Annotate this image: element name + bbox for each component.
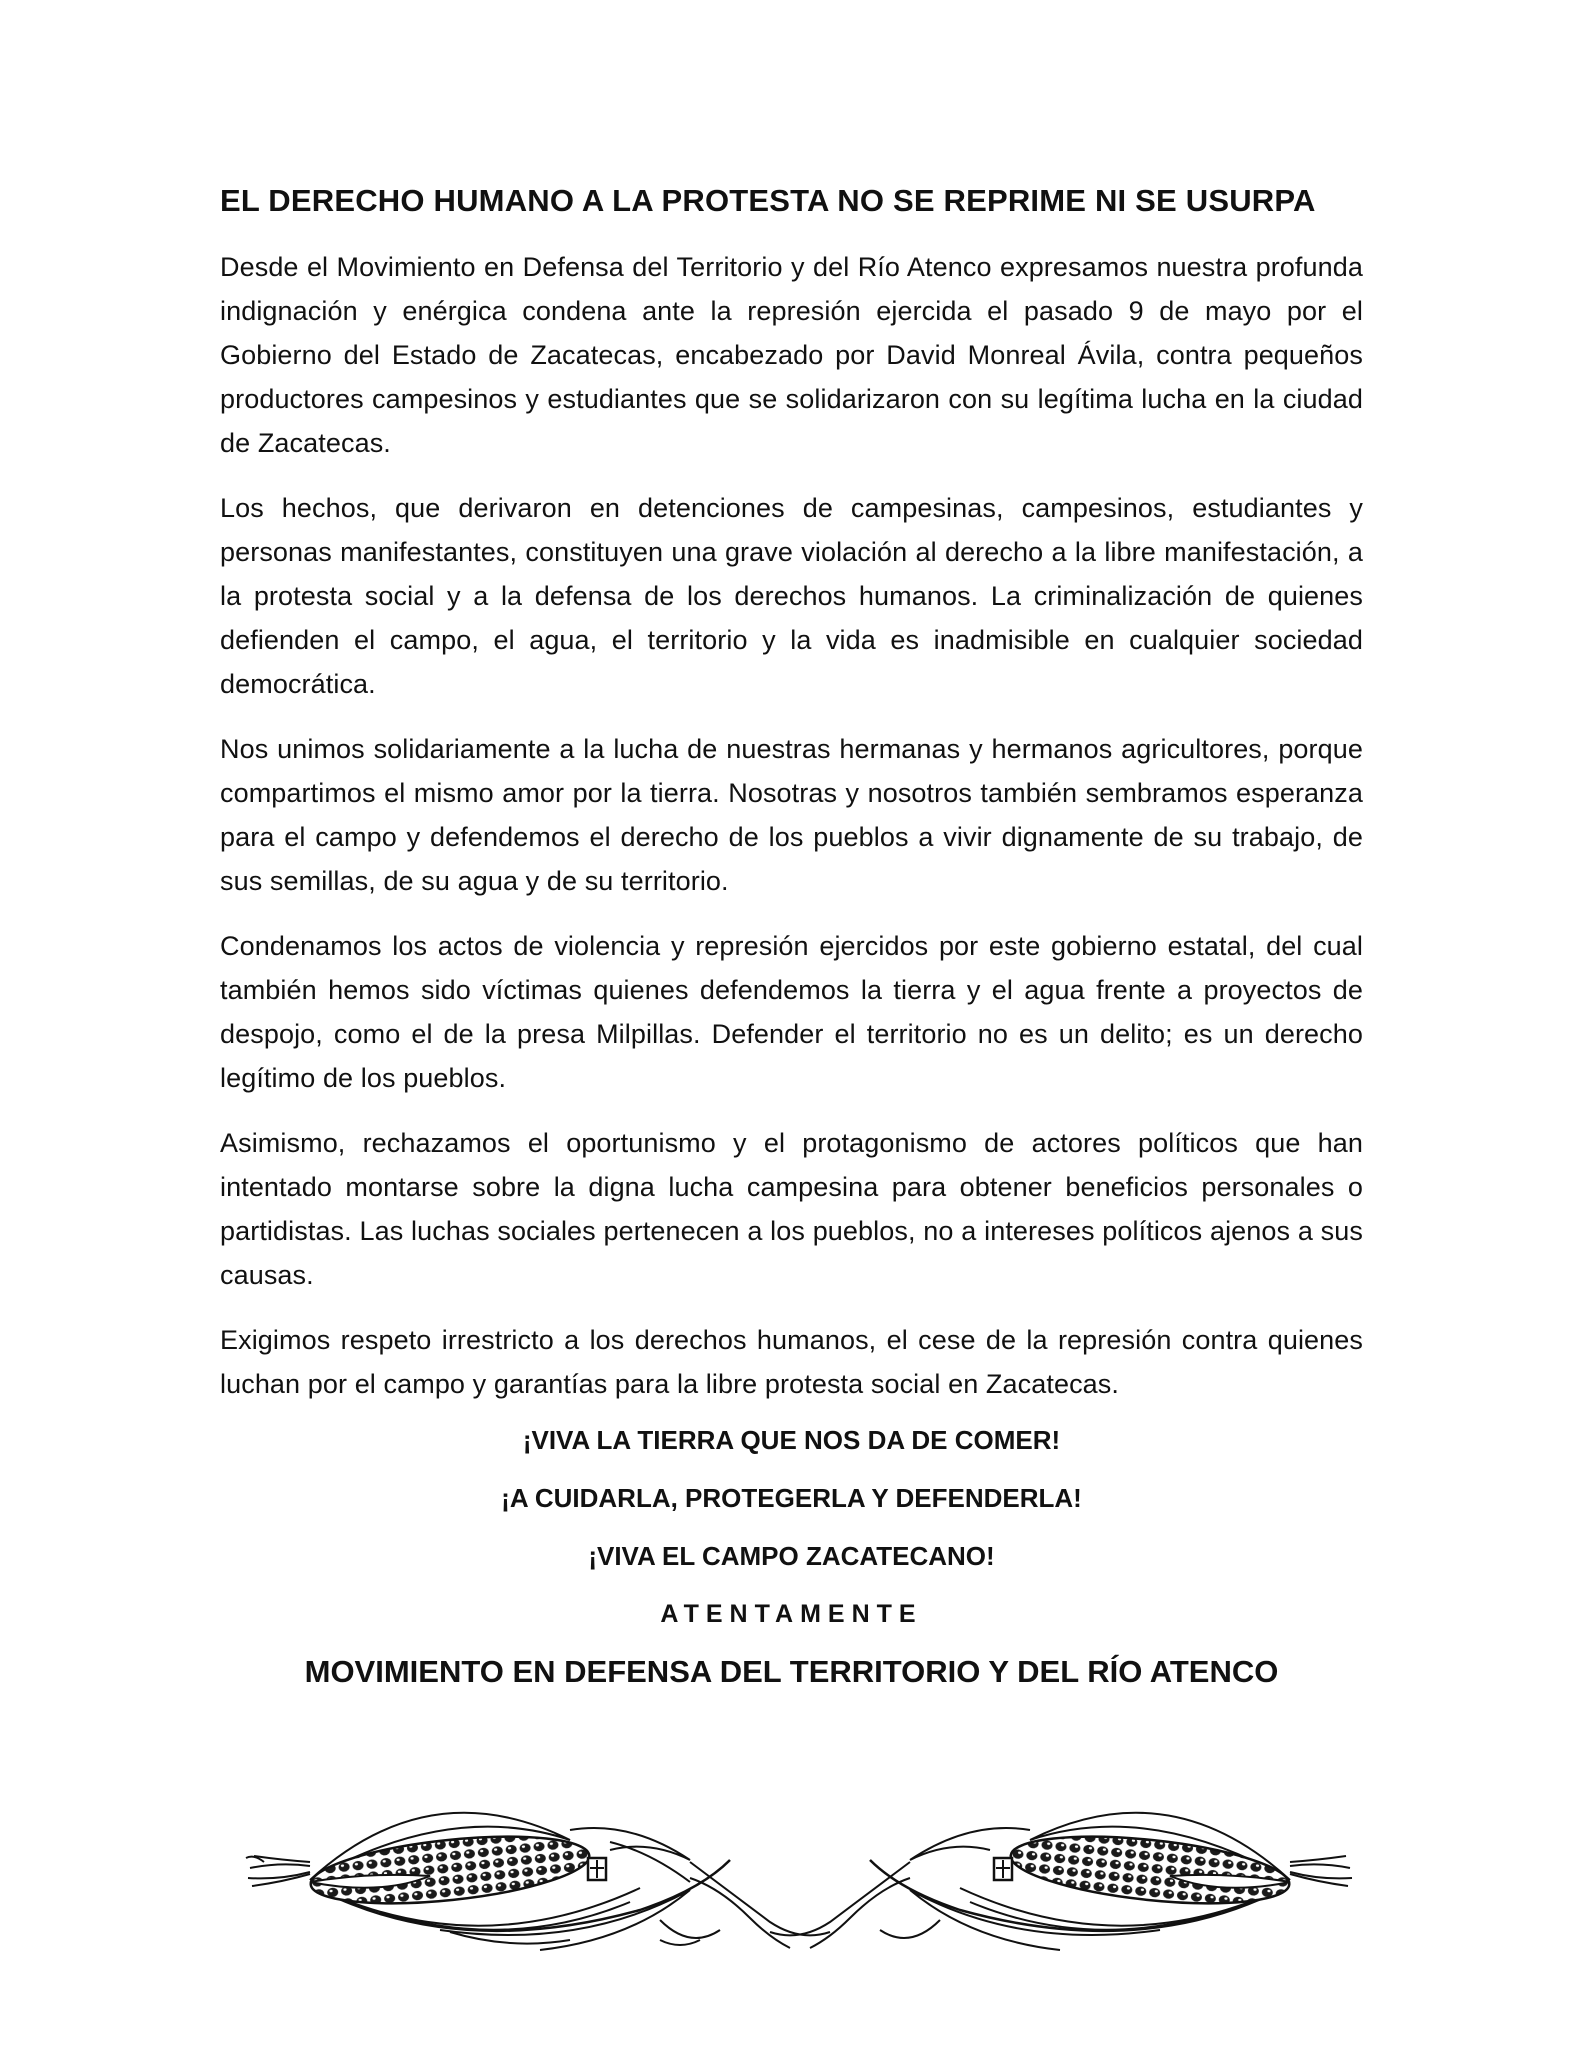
closing-label: ATENTAMENTE	[660, 1600, 923, 1628]
paragraph: Desde el Movimiento en Defensa del Territorio y del Río Atenco expresamos nuestra profunda indignación y enérgica condena ante la represión ejercida el pasado 9 de mayo por el Gobierno del Estado de Zacatecas, encabezado por David Monreal Ávila, contra pequeños productores campesinos y estudiantes que se solidarizaron con su legítima lucha en la ciudad de Zacatecas.	[220, 252, 1363, 458]
slogan: ¡A CUIDARLA, PROTEGERLA Y DEFENDERLA!	[501, 1483, 1082, 1513]
closing-section	[0, 1422, 1583, 1692]
document-title: EL DERECHO HUMANO A LA PROTESTA NO SE REPRIME NI SE USURPA	[220, 183, 1316, 218]
document-body	[220, 245, 1363, 1427]
paragraph: Exigimos respeto irrestricto a los derechos humanos, el cese de la represión contra quienes luchan por el campo y garantías para la libre protesta social en Zacatecas.	[220, 1325, 1363, 1399]
slogan: ¡VIVA EL CAMPO ZACATECANO!	[588, 1541, 995, 1571]
paragraph: Los hechos, que derivaron en detenciones de campesinas, campesinos, estudiantes y personas manifestantes, constituyen una grave violación al derecho a la libre manifestación, a la protesta social y a la defensa de los derechos humanos. La criminalización de quienes defienden el campo, el agua, el territorio y la vida es inadmisible en cualquier sociedad democrática.	[220, 493, 1363, 699]
paragraph: Asimismo, rechazamos el oportunismo y el protagonismo de actores políticos que han intentado montarse sobre la digna lucha campesina para obtener beneficios personales o partidistas. Las luchas sociales pertenecen a los pueblos, no a intereses políticos ajenos a sus causas.	[220, 1128, 1363, 1290]
corn-cobs-illustration-icon	[240, 1790, 1360, 1960]
signature-organization: MOVIMIENTO EN DEFENSA DEL TERRITORIO Y DEL RÍO ATENCO	[304, 1654, 1279, 1689]
paragraph: Condenamos los actos de violencia y represión ejercidos por este gobierno estatal, del cual también hemos sido víctimas quienes defendemos la tierra y el agua frente a proyectos de despojo, como el de la presa Milpillas. Defender el territorio no es un delito; es un derecho legítimo de los pueblos.	[220, 931, 1363, 1093]
slogan: ¡VIVA LA TIERRA QUE NOS DA DE COMER!	[522, 1425, 1061, 1455]
paragraph: Nos unimos solidariamente a la lucha de nuestras hermanas y hermanos agricultores, porque compartimos el mismo amor por la tierra. Nosotras y nosotros también sembramos esperanza para el campo y defendemos el derecho de los pueblos a vivir dignamente de su trabajo, de sus semillas, de su agua y de su territorio.	[220, 734, 1363, 896]
